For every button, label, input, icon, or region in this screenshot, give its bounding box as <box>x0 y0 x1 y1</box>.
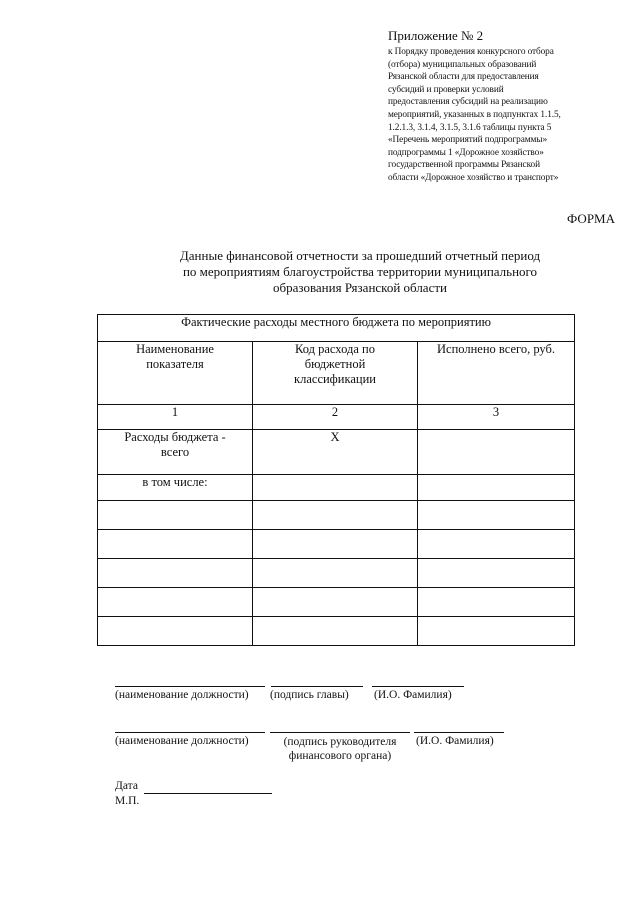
label-line: всего <box>160 445 190 459</box>
form-label: ФОРМА <box>567 211 615 226</box>
table-row <box>98 501 575 530</box>
table-cell <box>418 617 575 646</box>
column-number: 3 <box>418 405 575 430</box>
header-line: Наименование <box>136 342 214 356</box>
table-cell <box>253 530 418 559</box>
appendix-line: субсидий и проверки условий <box>388 84 504 95</box>
including-row-label: в том числе: <box>98 475 253 501</box>
table-cell <box>98 559 253 588</box>
total-row-value <box>418 430 575 475</box>
signature-line <box>414 732 504 733</box>
table-cell <box>418 475 575 501</box>
total-row-code: X <box>253 430 418 475</box>
header-line: показателя <box>146 357 204 371</box>
appendix-line: (отбора) муниципальных образований <box>388 59 537 70</box>
table-cell <box>418 530 575 559</box>
table-cell <box>253 501 418 530</box>
document-title <box>100 248 620 296</box>
appendix-line: «Перечень мероприятий подпрограммы» <box>388 135 548 146</box>
title-line: Данные финансовой отчетности за прошедший отчетный период <box>179 248 541 263</box>
appendix-block <box>388 28 628 185</box>
report-table <box>97 314 575 646</box>
header-line: классификации <box>294 372 376 386</box>
table-row <box>98 617 575 646</box>
table-cell <box>253 559 418 588</box>
stamp-label: М.П. <box>115 795 140 807</box>
name-caption: (И.О. Фамилия) <box>416 735 494 747</box>
appendix-text <box>388 46 628 185</box>
position-caption: (наименование должности) <box>115 735 249 747</box>
table-cell <box>98 501 253 530</box>
table-cell <box>98 530 253 559</box>
label-line: Расходы бюджета - <box>124 430 226 444</box>
appendix-line: предоставления субсидий на реализацию <box>388 97 548 108</box>
table-cell <box>98 617 253 646</box>
signature-head-caption: (подпись главы) <box>270 689 349 701</box>
appendix-line: мероприятий, указанных в подпунктах 1.1.5, <box>388 109 561 120</box>
appendix-line: Рязанской области для предоставления <box>388 72 539 83</box>
header-line: бюджетной <box>304 357 366 371</box>
table-cell <box>253 617 418 646</box>
signature-line <box>115 686 265 687</box>
total-row-label <box>98 430 253 475</box>
appendix-line: подпрограммы 1 «Дорожное хозяйство» <box>388 147 544 158</box>
title-line: образования Рязанской области <box>273 280 447 295</box>
signature-line <box>270 732 410 733</box>
column-header-indicator <box>98 342 253 405</box>
column-header-executed: Исполнено всего, руб. <box>418 342 575 405</box>
column-header-code <box>253 342 418 405</box>
appendix-line: государственной программы Рязанской <box>388 160 540 171</box>
date-line <box>144 793 272 794</box>
caption-line: (подпись руководителя <box>283 736 397 748</box>
signature-line <box>372 686 464 687</box>
appendix-line: к Порядку проведения конкурсного отбора <box>388 47 554 57</box>
table-row <box>98 588 575 617</box>
title-line: по мероприятиям благоустройства территории муниципального <box>182 264 538 279</box>
column-number: 2 <box>253 405 418 430</box>
appendix-title: Приложение № 2 <box>388 28 484 43</box>
appendix-line: 1.2.1.3, 3.1.4, 3.1.5, 3.1.6 таблицы пункта 5 <box>388 122 552 133</box>
table-row <box>98 559 575 588</box>
caption-line: финансового органа) <box>288 750 392 762</box>
table-header: Фактические расходы местного бюджета по мероприятию <box>98 315 575 342</box>
date-label: Дата <box>115 780 138 792</box>
column-number: 1 <box>98 405 253 430</box>
table-cell <box>253 588 418 617</box>
table-cell <box>253 475 418 501</box>
signature-fin-caption <box>266 735 414 763</box>
table-cell <box>98 588 253 617</box>
appendix-line: области «Дорожное хозяйство и транспорт» <box>388 172 559 183</box>
signature-line <box>115 732 265 733</box>
table-cell <box>418 588 575 617</box>
name-caption: (И.О. Фамилия) <box>374 689 452 701</box>
header-line: Код расхода по <box>295 342 375 356</box>
table-row <box>98 530 575 559</box>
table-cell <box>418 559 575 588</box>
position-caption: (наименование должности) <box>115 689 249 701</box>
signature-line <box>271 686 363 687</box>
table-cell <box>418 501 575 530</box>
